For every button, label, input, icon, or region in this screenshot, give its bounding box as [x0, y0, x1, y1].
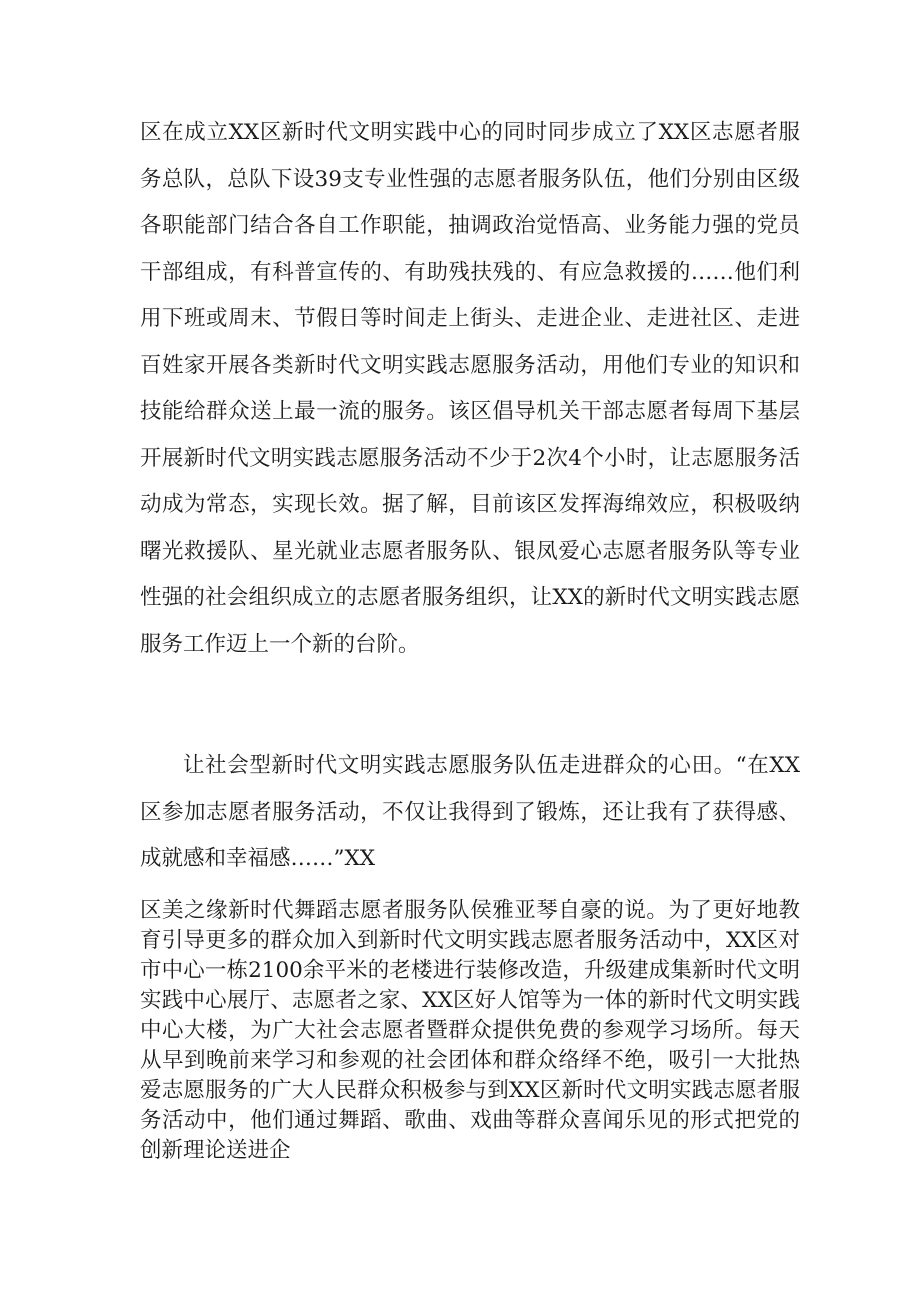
paragraph-volunteer-corps: 区在成立XX区新时代文明实践中心的同时同步成立了XX区志愿者服务总队，总队下设39支专业性强的志愿者服务队伍，他们分别由区级各职能部门结合各自工作职能，抽调政治觉悟高、业务能力强的党员干部组成，有科普宣传的、有助残扶残的、有应急救援的……他们利用下班或周末、节假日等时间走上街头、走进企业、走进社区、走进百姓家开展各类新时代文明实践志愿服务活动，用他们专业的知识和技能给群众送上最一流的服务。该区倡导机关干部志愿者每周下基层开展新时代文明实践志愿服务活动不少于2次4个小时，让志愿服务活动成为常态，实现长效。据了解，目前该区发挥海绵效应，积极吸纳曙光救援队、星光就业志愿者服务队、银凤爱心志愿者服务队等专业性强的社会组织成立的志愿者服务组织，让XX的新时代文明实践志愿服务工作迈上一个新的台阶。 — [140, 120, 800, 657]
paragraph-practice-center: 区美之缘新时代舞蹈志愿者服务队侯雅亚琴自豪的说。为了更好地教育引导更多的群众加入到新时代文明实践志愿者服务活动中，XX区对市中心一栋2100余平米的老楼进行装修改造，升级建成集新时代文明实践中心展厅、志愿者之家、XX区好人馆等为一体的新时代文明实践中心大楼，为广大社会志愿者暨群众提供免费的参观学习场所。每天从早到晚前来学习和参观的社会团体和群众络绎不绝，吸引一大批热爱志愿服务的广大人民群众积极参与到XX区新时代文明实践志愿者服务活动中，他们通过舞蹈、歌曲、戏曲等群众喜闻乐见的形式把党的创新理论送进企 — [140, 898, 800, 1163]
paragraph-social-volunteers: 让社会型新时代文明实践志愿服务队伍走进群众的心田。“在XX区参加志愿者服务活动，不仅让我得到了锻炼，还让我有了获得感、成就感和幸福感……”XX — [140, 753, 800, 871]
